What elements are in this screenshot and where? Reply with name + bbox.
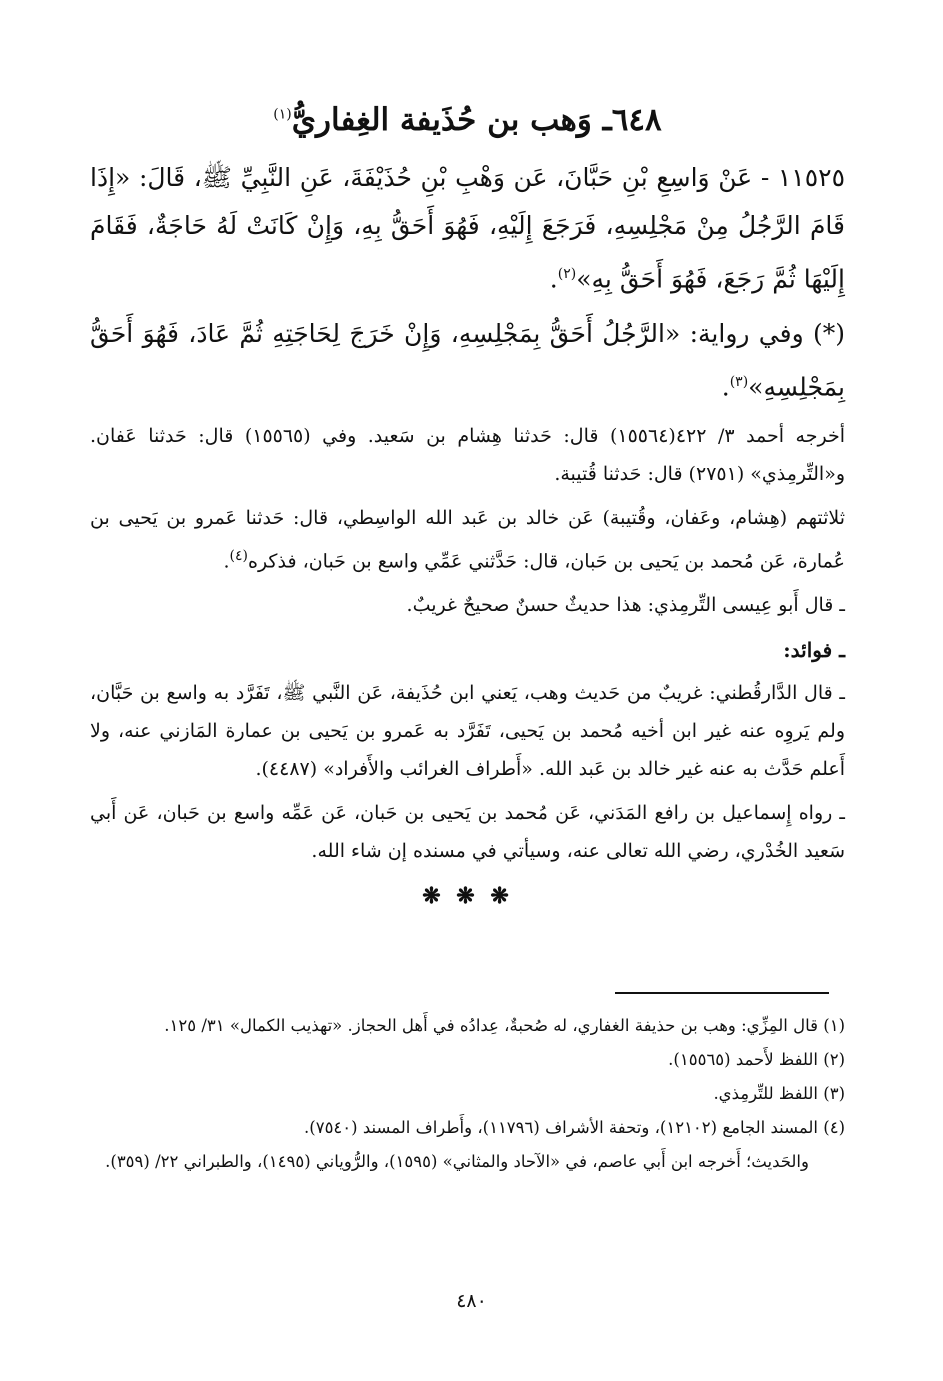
hadith-isnad: عَنْ وَاسِعِ بْنِ حَبَّانَ، عَن وَهْبِ بْنِ حُذَيْفَةَ، عَنِ النَّبِيِّ ﷺ، قَالَ: (138, 163, 753, 193)
section-end-stars: ❋ ❋ ❋ (422, 883, 513, 910)
hadith-main: ١١٥٢٥ - عَنْ وَاسِعِ بْنِ حَبَّانَ، عَن وَهْبِ بْنِ حُذَيْفَةَ، عَنِ النَّبِيِّ ﷺ، قَالَ: «إِذَا قَامَ الرَّجُلُ مِنْ مَجْلِسِهِ، فَرَجَعَ إِلَيْهِ، فَهُوَ أَحَقُّ بِهِ، وَإِنْ كَانَتْ لَهُ حَاجَةٌ، فَقَامَ إِلَيْهَا ثُمَّ رَجَعَ، فَهُوَ أَحَقُّ بِهِ»$^{(٢)}$. (90, 163, 846, 294)
hadith-variant-text: (*) وفي رواية: «الرَّجُلُ أَحَقُّ بِمَجْلِسِهِ، وَإِنْ خَرَجَ لِحَاجَتِهِ ثُمَّ عَادَ، فَهُوَ أَحَقُّ بِمَجْلِسِهِ» (90, 318, 845, 401)
fawaid-paragraph-1: ـ قال الدَّارقُطني: غريبٌ من حَديث وهب، يَعني ابن حُذَيفة، عَن النَّبي ﷺ، تَفَرَّد به واسع بن حَبَّان، ولم يَروِه عنه غير ابن أخيه مُحمد بن يَحيى، تَفَرَّد به عَمرو بن يَحيى بن عمارة المَازني عنه، ولا أَعلم حَدَّث به عنه غير خالد بن عَبد الله. «أَطراف الغرائب والأَفراد» (٤٤٨٧). (90, 682, 845, 781)
hadith-matn: «إِذَا قَامَ الرَّجُلُ مِنْ مَجْلِسِهِ، فَرَجَعَ إِلَيْهِ، فَهُوَ أَحَقُّ بِهِ، وَإِنْ كَانَتْ لَهُ حَاجَةٌ، فَقَامَ إِلَيْهَا ثُمَّ رَجَعَ، فَهُوَ أَحَقُّ بِهِ» (90, 163, 845, 294)
chapter-title-text: ٦٤٨ـ وَهب بن حُذَيفة الغِفاريُّ (291, 102, 662, 138)
takhrij-paragraph-2: ثلاثتهم (هِشام، وعَفان، وقُتيبة) عَن خالد بن عَبد الله الواسِطي، قال: حَدثنا عَمرو بن يَحيى بن عُمارة، عَن مُحمد بن يَحيى بن حَبان، قال: حَدَّثني عَمِّي واسع بن حَبان، فذكره$^{(٤)}$. (90, 506, 845, 573)
footnote-3: (٣) اللفظ للتِّرمِذي. (713, 1084, 845, 1103)
hadith-matn-footnote-ref: (٢) (557, 266, 577, 283)
footnotes (90, 1010, 845, 1180)
fawaid-paragraph-2: ـ رواه إِسماعيل بن رافع المَدَني، عَن مُحمد بن يَحيى بن حَبان، عَن عَمِّه واسع بن حَبان، عَن أَبي سَعيد الخُدْري، رضي الله تعالى عنه، وسيأتي في مسنده إن شاء الله. (90, 802, 845, 863)
hadith-variant-footnote-ref: (٣) (729, 373, 749, 390)
footnote-4-continuation: والحَديث؛ أَخرجه ابن أَبي عاصم، في «الآحاد والمثاني» (١٥٩٥)، والرُّوياني (١٤٩٥)، والطبراني ٢٢/ (٣٥٩). (105, 1152, 809, 1171)
hadith-variant: (*) وفي رواية: «الرَّجُلُ أَحَقُّ بِمَجْلِسِهِ، وَإِنْ خَرَجَ لِحَاجَتِهِ ثُمَّ عَادَ، فَهُوَ أَحَقُّ بِمَجْلِسِهِ»$^{(٣)}$. (90, 318, 845, 401)
takhrij-paragraph-2-text: ثلاثتهم (هِشام، وعَفان، وقُتيبة) عَن خالد بن عَبد الله الواسِطي، قال: حَدثنا عَمرو بن يَحيى بن عُمارة، عَن مُحمد بن يَحيى بن حَبان، قال: حَدَّثني عَمِّي واسع بن حَبان، فذكره (90, 506, 845, 573)
page-number: ٤٨٠ (456, 1290, 487, 1312)
page-body (90, 100, 845, 916)
tirmidhi-grading: ـ قال أَبو عِيسى التِّرمِذي: هذا حديثٌ حسنٌ صحيحٌ غريبٌ. (406, 594, 845, 617)
takhrij-footnote-ref: (٤) (229, 547, 248, 564)
chapter-footnote-ref: (١) (273, 106, 292, 123)
footnote-4: (٤) المسند الجامع (١٢١٠٢)، وتحفة الأشراف (١١٧٩٦)، وأَطراف المسند (٧٥٤٠). (304, 1118, 845, 1137)
chapter-title (90, 100, 845, 140)
takhrij-paragraph-1: أخرجه أحمد ٣/ ٤٢٢(١٥٥٦٤) قال: حَدثنا هِشام بن سَعيد. وفي (١٥٥٦٥) قال: حَدثنا عَفان. و«التِّرمِذي» (٢٧٥١) قال: حَدثنا قُتيبة. (90, 424, 845, 485)
fawaid-heading: ـ فوائد: (783, 638, 845, 663)
footnote-2: (٢) اللفظ لأَحمد (١٥٥٦٥). (668, 1050, 845, 1069)
footnote-separator (615, 992, 829, 994)
footnote-1: (١) قال المِزِّي: وهب بن حذيفة الغفاري، له صُحبةٌ، عِدادُه في أَهل الحجاز. «تهذيب الكمال» ٣١/ ١٢٥. (164, 1016, 845, 1035)
hadith-number: ١١٥٢٥ - (760, 163, 846, 193)
